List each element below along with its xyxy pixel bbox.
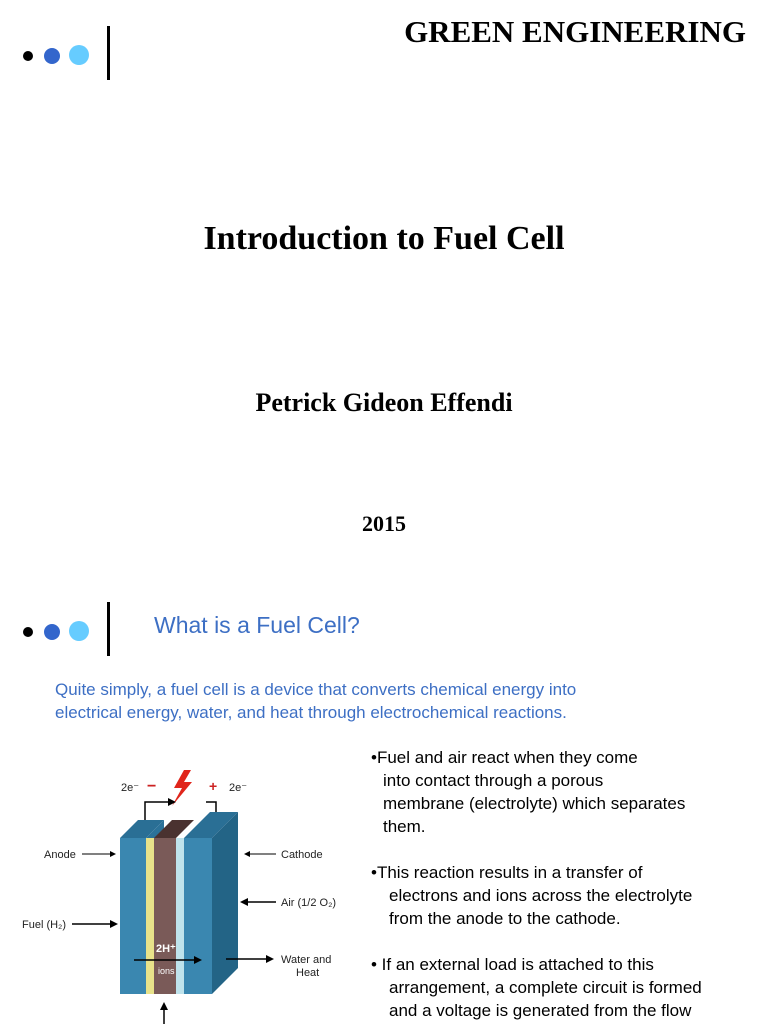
bullet-line: membrane (electrolyte) which separates — [383, 794, 686, 813]
ion-sublabel: ions — [158, 966, 175, 976]
bullet-line: • If an external load is attached to this — [371, 955, 654, 974]
cathode-catalyst — [176, 838, 184, 994]
blue-dot-icon — [44, 624, 60, 640]
bullet-line: •This reaction results in a transfer of — [371, 863, 643, 882]
slide-title: What is a Fuel Cell? — [154, 612, 360, 638]
arrowhead-icon — [110, 851, 116, 857]
bullet-list — [371, 746, 761, 1022]
minus-sign-icon: − — [147, 778, 157, 795]
anode-plate — [120, 838, 146, 994]
header-text: GREEN ENGINEERING — [404, 14, 746, 49]
fuel-cell-diagram — [16, 766, 346, 1024]
intro-line: electrical energy, water, and heat through electrochemical reactions. — [55, 703, 567, 722]
author-name: Petrick Gideon Effendi — [255, 388, 513, 417]
bullet-line: them. — [383, 817, 426, 836]
black-dot-icon — [23, 627, 33, 637]
anode-label: Anode — [44, 849, 76, 861]
bullet-line: and a voltage is generated from the flow — [389, 1001, 692, 1020]
bullet-line: into contact through a porous — [383, 771, 604, 790]
blue-dot-icon — [44, 48, 60, 64]
bullet-line: arrangement, a complete circuit is formed — [389, 978, 702, 997]
air-label: Air (1/2 O₂) — [281, 897, 336, 909]
fuel-label: Fuel (H₂) — [22, 919, 66, 931]
arrowhead-icon — [240, 898, 248, 906]
electron-label-left: 2e⁻ — [121, 782, 140, 794]
anode-catalyst — [146, 838, 154, 994]
page-title: Introduction to Fuel Cell — [203, 220, 565, 257]
cathode-plate — [184, 838, 212, 994]
intro-line: Quite simply, a fuel cell is a device that converts chemical energy into — [55, 680, 577, 699]
cathode-side — [212, 812, 238, 994]
bullet-line: electrons and ions across the electrolyte — [389, 886, 693, 905]
bullet-line: •Fuel and air react when they come — [371, 748, 638, 767]
arrowhead-icon — [168, 798, 176, 806]
plus-sign-icon: + — [209, 778, 218, 794]
light-blue-dot-icon — [69, 45, 89, 65]
bullet-line: from the anode to the cathode. — [389, 909, 621, 928]
light-blue-dot-icon — [69, 621, 89, 641]
vertical-divider — [107, 26, 110, 80]
black-dot-icon — [23, 51, 33, 61]
bullet-item — [371, 953, 761, 1022]
ion-label: 2H⁺ — [156, 943, 176, 955]
intro-paragraph — [55, 678, 705, 724]
vertical-divider — [107, 602, 110, 656]
water-label: Water and — [281, 954, 332, 966]
heat-label: Heat — [296, 967, 320, 979]
content-slide — [0, 576, 768, 1024]
bullet-item — [371, 861, 761, 930]
electron-label-right: 2e⁻ — [229, 782, 248, 794]
cathode-label: Cathode — [281, 849, 323, 861]
year-text: 2015 — [362, 511, 406, 536]
arrowhead-icon — [244, 851, 250, 857]
lightning-bolt-icon — [172, 770, 192, 806]
arrowhead-icon — [266, 955, 274, 963]
arrowhead-icon — [110, 920, 118, 928]
arrowhead-icon — [160, 1002, 168, 1010]
bullet-item — [371, 746, 761, 838]
